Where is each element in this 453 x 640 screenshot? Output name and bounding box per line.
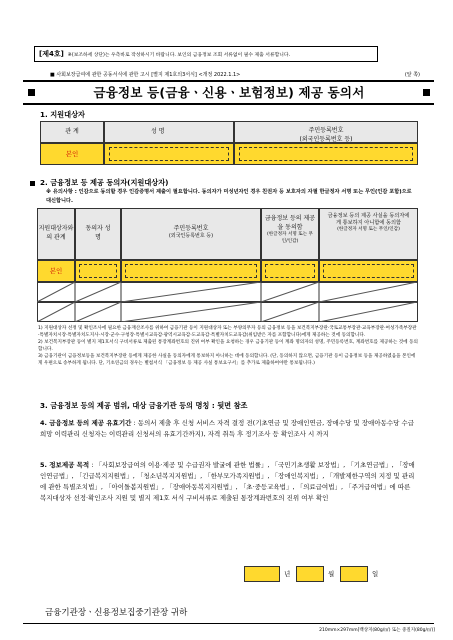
s2-col-consenter: 동의자 성 명 <box>75 208 121 260</box>
s2-col-sig1 <box>261 208 319 260</box>
s2-col-sig1-sub: (한글정자 서명 또는 무인/인감) <box>266 232 314 244</box>
bullet-icon <box>30 181 35 186</box>
s1-col-id <box>234 121 418 143</box>
s1-col-name: 성 명 <box>104 121 234 143</box>
reference-line <box>50 71 420 78</box>
title-bar <box>28 82 430 102</box>
s2-col-id <box>121 208 261 260</box>
s2-sig2-input[interactable] <box>319 260 418 282</box>
recipient: 금융기관장ㆍ신용정보집중기관장 귀하 <box>45 608 188 618</box>
section5-text: : 「사회보장급여의 이용·제공 및 수급권자 발굴에 관한 법률」, 「국민기초생활 보장법」, 「기초연금법」, 「장애인연금법」, 「긴급복지지원법」, 「청소년복지지원법」, 「한부모가족지원법」, 「장애인복지법」, 「개발제한구역의 지정 및 관리에 관한 특별조치법」, 「아이돌봄지원법」, 「장애아동복지지원법」, 「초·중등교육법」, 「의료급여법」, 「주거급여법」에 따른 복지대상자 선정·확인조사 지원 및 별지 제1호 서식 구비서류로 제출된 통장계좌번호의 진위 여부 확인 <box>40 461 415 502</box>
s1-id-input[interactable] <box>234 143 418 165</box>
paper-size: 210mm×297mm[백상지(80g/㎡) 또는 중질지(80g/㎡)] <box>319 628 435 633</box>
banner-text: ※(보조하세 상단)는 우측바로 작성하시기 바랍니다. 보인의 금융정보 조회 서류없이 필수 제출 서류합니다. <box>67 52 291 58</box>
day-input[interactable] <box>340 566 368 582</box>
bullet-icon <box>28 89 35 96</box>
s2-id-input[interactable] <box>121 260 261 282</box>
section4-heading: 4. 금융정보 등의 제공 유효기간 <box>40 419 132 427</box>
s2-col-sig2 <box>319 208 418 260</box>
note-3: 3) 금융기관이 금융정보등을 보건복지부장관 등에게 제공한 사실을 동의자에게 통보하지 아니하는 데에 동의합니다. (단, 동의하지 않으면, 금융기관 등이 금융정보 등을 제공하였음을 본인에게 우편으로 송부하게 됩니다. 단, 기초연금의 경우는 별첨서식 「금융정보 등 제공 사실 통보요구서」를 추가로 제출하여야만 통보됩니다.) <box>38 354 416 366</box>
section5 <box>40 460 418 504</box>
notes-block <box>38 325 418 367</box>
form-id: [제4호] <box>39 50 64 58</box>
month-input[interactable] <box>296 566 324 582</box>
note-1: 1) 지원대상자 선정 및 확인조사에 필요한 금융재산조사를 위하여 금융기관 등이 지원대상자 또는 부양의무자 등의 금융정보 등을 보건복지부장관·국토교통부장관·교육부장관·여성가족부장관·특별자치시장·특별자치도지사·시장·군수·구청장·특별시교육감·광역시교육감·도교육감·특별자치도교육감(위임받은 자를 포함합니다)에게 제공하는 것에 동의합니다. <box>38 326 417 338</box>
divider <box>23 103 434 105</box>
s2-col-sig2-label: 금융정보 등의 제공 사실을 동의자에게 통보하지 아니함에 동의함 <box>327 213 410 226</box>
reference-text: ■ 사회보장급여에 관한 공동서식에 관한 고시 [별지 제1호의3서식] <개정 2022.1.1> <box>50 72 241 78</box>
s1-col-id-sub: (외국인등록번호 등) <box>299 136 353 143</box>
s2-col-id-label: 주민등록번호 <box>173 225 209 232</box>
month-label: 월 <box>328 570 335 578</box>
page-note: (앞 쪽) <box>404 72 420 78</box>
s1-col-relation: 관 계 <box>40 121 104 143</box>
section4-text: : 동의서 제출 후 신청 서비스 자격 결정 전(기초연금 및 장애인연금, 장애수당 및 장애아동수당 수급희망 이력관리 신청자는 이력관리 신청서의 유효기간까지), 자격 취득 후 정기조사 등 확인조사 시 까지 <box>40 419 415 438</box>
crossed-rows <box>37 282 418 322</box>
form-banner <box>34 46 378 62</box>
section5-heading: 5. 정보제공 목적 <box>40 461 90 469</box>
year-input[interactable] <box>244 566 280 582</box>
section3-heading: 3. 금융정보 등의 제공 범위, 대상 금융기관 등의 명칭 : 뒷면 참조 <box>40 401 248 410</box>
s1-name-input[interactable] <box>104 143 234 165</box>
year-label: 년 <box>284 570 291 578</box>
section1-heading: 1. 지원대상자 <box>40 110 85 119</box>
s1-col-id-label: 주민등록번호 <box>308 127 344 134</box>
bullet-icon <box>423 89 430 96</box>
s2-col-sig2-sub: (한글정자 서명 또는 무인/인감) <box>337 227 400 232</box>
s2-col-id-sub: (외국인등록번호 등) <box>168 233 214 239</box>
s1-row-self: 본인 <box>40 143 104 165</box>
s2-sig1-input[interactable] <box>261 260 319 282</box>
divider <box>23 623 434 624</box>
s2-consenter-input[interactable] <box>75 260 121 282</box>
section2-heading: 2. 금융정보 등 제공 동의자(지원대상자) <box>40 178 169 187</box>
section2-note: ※ 유의사항 : 인감으로 동의할 경우 인감증명서 제출이 필요합니다. 동의자가 미성년자인 경우 친권자 등 보호자의 자필 한글정자 서명 또는 무인(인감 포함)으로 대신합니다. <box>46 189 412 204</box>
s2-col-sig1-label: 금융정보 등의 제공을 동의함 <box>264 215 316 231</box>
page-title: 금융정보 등(금융ㆍ신용ㆍ보험정보) 제공 동의서 <box>93 85 365 100</box>
s2-row-self: 본인 <box>37 260 75 282</box>
day-label: 일 <box>372 570 379 578</box>
note-2: 2) 보건복지부장관 등이 별지 제1호서식 구비서류로 제출된 통장계좌번호의 진위 여부 확인을 요청하는 경우 금융기관 등이 계좌 명의자의 성명, 주민등록번호, 계좌번호를 제공하는 것에 동의합니다. <box>38 340 418 352</box>
s2-col-relation: 지원대상자와의 관계 <box>37 208 75 260</box>
section4 <box>40 418 418 440</box>
